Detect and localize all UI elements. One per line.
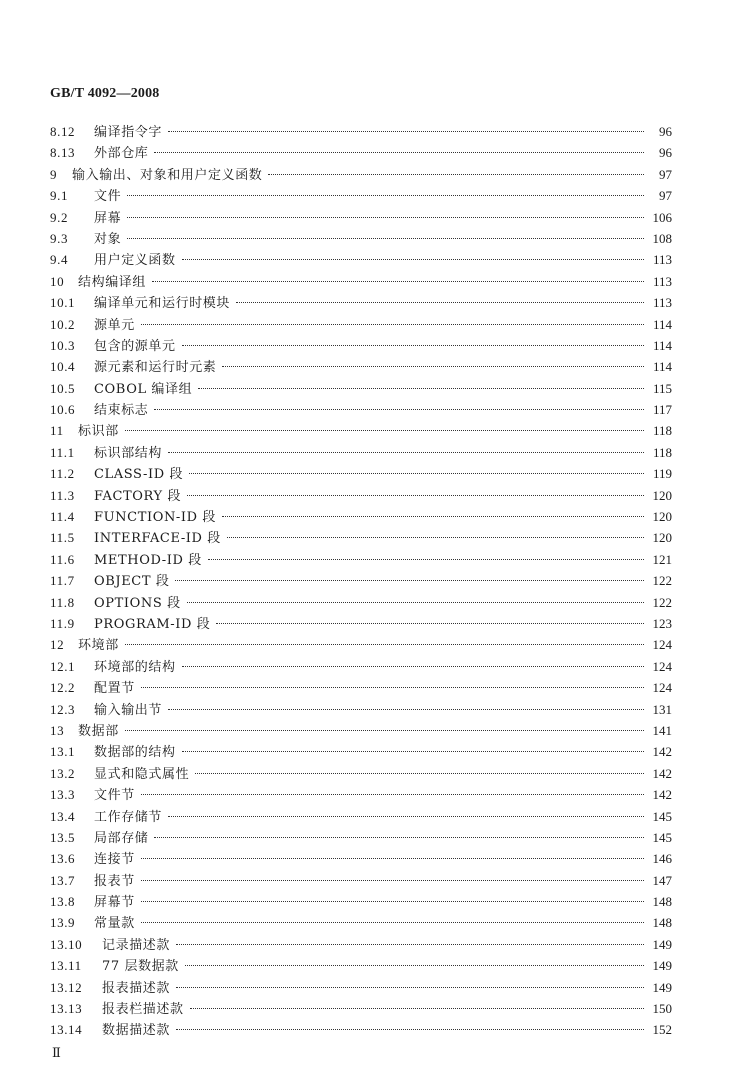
- toc-entry[interactable]: [50, 656, 672, 677]
- toc-entry-number: 12: [50, 637, 65, 653]
- toc-dot-leader: [141, 856, 644, 859]
- toc-dot-leader: [125, 728, 644, 731]
- toc-entry-page: 148: [652, 915, 672, 931]
- page-number-footer: Ⅱ: [52, 1045, 61, 1060]
- toc-entry[interactable]: [50, 485, 672, 506]
- toc-entry[interactable]: [50, 720, 672, 741]
- toc-entry[interactable]: [50, 249, 672, 270]
- toc-entry-page: 131: [652, 701, 672, 717]
- toc-entry-number: 11: [50, 423, 64, 439]
- toc-entry-title: 用户定义函数: [94, 253, 176, 269]
- toc-entry-number: 13: [50, 722, 65, 738]
- toc-entry[interactable]: [50, 335, 672, 356]
- toc-dot-leader: [168, 450, 644, 453]
- toc-entry-page: 149: [652, 958, 672, 974]
- toc-entry[interactable]: [50, 442, 672, 463]
- toc-entry-title: METHOD-ID 段: [94, 552, 202, 568]
- toc-dot-leader: [141, 878, 644, 881]
- toc-entry[interactable]: [50, 977, 672, 998]
- toc-dot-leader: [141, 322, 644, 325]
- toc-entry[interactable]: [50, 549, 672, 570]
- toc-entry-page: 120: [652, 509, 672, 525]
- toc-entry-page: 118: [652, 444, 672, 460]
- toc-entry-page: 123: [652, 615, 672, 631]
- toc-entry-title: 源元素和运行时元素: [94, 360, 217, 376]
- toc-entry-title: 对象: [94, 231, 122, 247]
- toc-entry-number: 11.1: [50, 444, 75, 460]
- toc-entry-number: 13.11: [50, 958, 82, 974]
- toc-dot-leader: [141, 920, 644, 923]
- toc-dot-leader: [141, 899, 644, 902]
- toc-entry[interactable]: [50, 870, 672, 891]
- toc-entry-number: 13.9: [50, 915, 76, 931]
- toc-entry-title: 常量款: [94, 916, 135, 932]
- toc-entry[interactable]: [50, 634, 672, 655]
- toc-entry-page: 118: [652, 423, 672, 439]
- toc-entry-page: 114: [652, 359, 672, 375]
- toc-dot-leader: [154, 835, 644, 838]
- toc-entry[interactable]: [50, 784, 672, 805]
- toc-entry-number: 11.5: [50, 530, 75, 546]
- toc-entry-title: FUNCTION-ID 段: [94, 510, 217, 526]
- toc-entry-title: 环境部: [78, 638, 119, 654]
- toc-entry[interactable]: [50, 592, 672, 613]
- toc-entry-page: 149: [652, 936, 672, 952]
- toc-entry-number: 10.2: [50, 316, 76, 332]
- toc-entry-page: 124: [652, 658, 672, 674]
- toc-entry-number: 12.2: [50, 680, 76, 696]
- toc-entry-number: 9.4: [50, 252, 69, 268]
- toc-entry[interactable]: [50, 912, 672, 933]
- toc-entry-page: 141: [652, 722, 672, 738]
- toc-dot-leader: [152, 279, 644, 282]
- toc-entry-number: 10.5: [50, 380, 76, 396]
- toc-entry-number: 11.9: [50, 615, 75, 631]
- toc-dot-leader: [176, 1027, 644, 1030]
- toc-entry-number: 9: [50, 166, 58, 182]
- toc-entry-number: 12.1: [50, 658, 76, 674]
- toc-entry-number: 13.7: [50, 872, 76, 888]
- toc-entry-title: OBJECT 段: [94, 574, 170, 590]
- toc-entry[interactable]: [50, 314, 672, 335]
- toc-entry-page: 120: [652, 487, 672, 503]
- toc-dot-leader: [198, 386, 644, 389]
- toc-entry-number: 10.4: [50, 359, 76, 375]
- toc-entry-title: 数据部: [78, 723, 119, 739]
- toc-entry-page: 142: [652, 787, 672, 803]
- toc-entry[interactable]: [50, 763, 672, 784]
- toc-entry-page: 147: [652, 872, 672, 888]
- toc-entry-number: 10.1: [50, 295, 76, 311]
- toc-entry-page: 114: [652, 316, 672, 332]
- toc-entry-title: 屏幕节: [94, 895, 135, 911]
- toc-dot-leader: [127, 193, 644, 196]
- toc-entry-number: 11.8: [50, 594, 75, 610]
- toc-entry[interactable]: [50, 570, 672, 591]
- toc-entry[interactable]: [50, 741, 672, 762]
- toc-entry[interactable]: [50, 527, 672, 548]
- toc-entry[interactable]: [50, 699, 672, 720]
- toc-entry-page: 115: [652, 380, 672, 396]
- toc-entry-title: 结束标志: [94, 403, 149, 419]
- toc-dot-leader: [125, 642, 644, 645]
- toc-entry-title: 记录描述款: [102, 937, 171, 953]
- toc-entry-title: 源单元: [94, 317, 135, 333]
- toc-entry-title: 环境部的结构: [94, 659, 176, 675]
- toc-entry[interactable]: [50, 420, 672, 441]
- toc-entry-title: 报表栏描述款: [102, 1002, 184, 1018]
- toc-dot-leader: [154, 407, 644, 410]
- toc-entry-number: 13.8: [50, 894, 76, 910]
- toc-dot-leader: [182, 343, 644, 346]
- toc-entry-title: 输入输出、对象和用户定义函数: [72, 167, 263, 183]
- toc-entry-number: 11.4: [50, 509, 75, 525]
- toc-entry-title: 文件节: [94, 788, 135, 804]
- toc-entry[interactable]: [50, 185, 672, 206]
- toc-entry-number: 13.4: [50, 808, 76, 824]
- toc-entry-number: 13.3: [50, 787, 76, 803]
- toc-entry-number: 10: [50, 273, 65, 289]
- toc-entry-title: 标识部结构: [94, 445, 163, 461]
- toc-entry[interactable]: [50, 378, 672, 399]
- toc-entry-title: 配置节: [94, 681, 135, 697]
- toc-entry-number: 9.1: [50, 188, 69, 204]
- toc-entry-title: 数据描述款: [102, 1023, 171, 1039]
- toc-dot-leader: [141, 792, 644, 795]
- toc-dot-leader: [268, 172, 644, 175]
- toc-entry[interactable]: [50, 207, 672, 228]
- toc-entry[interactable]: [50, 463, 672, 484]
- toc-entry-number: 13.13: [50, 1001, 83, 1017]
- toc-entry-title: 数据部的结构: [94, 745, 176, 761]
- toc-entry[interactable]: [50, 292, 672, 313]
- toc-dot-leader: [190, 1006, 644, 1009]
- toc-entry-title: 外部仓库: [94, 146, 149, 162]
- toc-entry[interactable]: [50, 506, 672, 527]
- toc-entry-number: 11.7: [50, 573, 75, 589]
- toc-dot-leader: [189, 471, 644, 474]
- toc-entry-title: 文件: [94, 189, 122, 205]
- toc-dot-leader: [154, 150, 644, 153]
- toc-dot-leader: [195, 771, 644, 774]
- toc-dot-leader: [125, 428, 644, 431]
- toc-entry-number: 8.12: [50, 124, 76, 139]
- toc-entry-title: 结构编译组: [78, 274, 147, 290]
- toc-entry-title: FACTORY 段: [94, 488, 182, 504]
- toc-dot-leader: [127, 236, 644, 239]
- toc-entry-page: 117: [652, 402, 672, 418]
- toc-entry-number: 11.3: [50, 487, 75, 503]
- toc-entry-number: 13.12: [50, 979, 83, 995]
- toc-entry-number: 11.2: [50, 466, 75, 482]
- table-of-contents: [50, 121, 672, 1041]
- toc-entry-title: 77 层数据款: [102, 959, 179, 975]
- toc-entry[interactable]: [50, 399, 672, 420]
- toc-entry-page: 119: [652, 466, 672, 482]
- toc-entry-page: 96: [659, 145, 672, 161]
- toc-entry-title: 报表描述款: [102, 980, 171, 996]
- toc-dot-leader: [222, 514, 644, 517]
- toc-entry-page: 145: [652, 829, 672, 845]
- toc-entry[interactable]: [50, 1019, 672, 1040]
- toc-entry[interactable]: [50, 228, 672, 249]
- toc-entry-page: 146: [652, 851, 672, 867]
- toc-entry-page: 122: [652, 573, 672, 589]
- toc-dot-leader: [127, 215, 644, 218]
- toc-entry[interactable]: [50, 356, 672, 377]
- toc-entry-page: 124: [652, 680, 672, 696]
- toc-dot-leader: [216, 621, 644, 624]
- toc-entry-number: 13.2: [50, 765, 76, 781]
- toc-dot-leader: [182, 257, 644, 260]
- toc-dot-leader: [176, 985, 644, 988]
- toc-entry-title: 报表节: [94, 873, 135, 889]
- toc-entry[interactable]: [50, 142, 672, 163]
- toc-entry[interactable]: [50, 271, 672, 292]
- toc-dot-leader: [176, 942, 644, 945]
- toc-entry-page: 114: [652, 337, 672, 353]
- toc-entry-page: 97: [659, 166, 672, 182]
- toc-entry-title: COBOL 编译组: [94, 381, 193, 397]
- toc-entry-title: 连接节: [94, 852, 135, 868]
- toc-entry[interactable]: [50, 806, 672, 827]
- toc-entry[interactable]: [50, 613, 672, 634]
- toc-entry-number: 13.10: [50, 936, 83, 952]
- toc-entry-page: 120: [652, 530, 672, 546]
- toc-entry-number: 10.6: [50, 402, 76, 418]
- toc-entry-page: 142: [652, 765, 672, 781]
- toc-entry[interactable]: [50, 955, 672, 976]
- toc-entry[interactable]: [50, 848, 672, 869]
- toc-entry-page: 148: [652, 894, 672, 910]
- toc-dot-leader: [222, 364, 644, 367]
- toc-entry[interactable]: [50, 677, 672, 698]
- toc-entry-page: 150: [652, 1001, 672, 1017]
- toc-entry[interactable]: [50, 998, 672, 1019]
- toc-entry[interactable]: [50, 827, 672, 848]
- toc-dot-leader: [141, 685, 644, 688]
- toc-entry-title: INTERFACE-ID 段: [94, 531, 221, 547]
- toc-dot-leader: [208, 557, 644, 560]
- toc-entry-number: 9.2: [50, 209, 69, 225]
- toc-dot-leader: [227, 535, 644, 538]
- toc-entry-title: 编译单元和运行时模块: [94, 296, 231, 312]
- toc-dot-leader: [187, 493, 644, 496]
- toc-entry-number: 10.3: [50, 337, 76, 353]
- toc-entry-title: 包含的源单元: [94, 338, 176, 354]
- toc-entry-page: 121: [652, 551, 672, 567]
- toc-entry-number: 8.13: [50, 145, 76, 161]
- toc-entry-page: 113: [652, 273, 672, 289]
- toc-entry-page: 113: [652, 295, 672, 311]
- toc-entry-page: 124: [652, 637, 672, 653]
- toc-dot-leader: [168, 814, 644, 817]
- toc-entry-number: 9.3: [50, 230, 69, 246]
- toc-entry-title: 工作存储节: [94, 809, 163, 825]
- toc-dot-leader: [182, 664, 644, 667]
- toc-entry-number: 11.6: [50, 551, 75, 567]
- toc-entry-number: 12.3: [50, 701, 76, 717]
- toc-entry[interactable]: [50, 121, 672, 142]
- toc-dot-leader: [175, 578, 644, 581]
- toc-entry-number: 13.1: [50, 744, 76, 760]
- toc-entry[interactable]: [50, 934, 672, 955]
- toc-entry[interactable]: [50, 164, 672, 185]
- toc-entry-page: 106: [652, 209, 672, 225]
- toc-entry-title: PROGRAM-ID 段: [94, 616, 211, 632]
- toc-dot-leader: [168, 707, 644, 710]
- toc-entry[interactable]: [50, 891, 672, 912]
- toc-entry-title: 显式和隐式属性: [94, 766, 190, 782]
- toc-entry-page: 108: [652, 230, 672, 246]
- toc-entry-page: 142: [652, 744, 672, 760]
- toc-entry-title: 编译指令字: [94, 125, 163, 140]
- toc-entry-title: 局部存储: [94, 830, 149, 846]
- toc-entry-page: 122: [652, 594, 672, 610]
- toc-entry-page: 149: [652, 979, 672, 995]
- standard-code-header: GB/T 4092—2008: [50, 86, 160, 101]
- toc-dot-leader: [236, 300, 644, 303]
- toc-entry-number: 13.14: [50, 1022, 83, 1038]
- toc-entry-title: 屏幕: [94, 210, 122, 226]
- toc-entry-page: 145: [652, 808, 672, 824]
- toc-dot-leader: [185, 963, 644, 966]
- toc-entry-title: CLASS-ID 段: [94, 467, 184, 483]
- toc-entry-title: 输入输出节: [94, 702, 163, 718]
- toc-entry-title: OPTIONS 段: [94, 595, 181, 611]
- toc-dot-leader: [187, 600, 644, 603]
- toc-dot-leader: [182, 749, 644, 752]
- toc-entry-page: 96: [659, 124, 672, 139]
- toc-entry-page: 152: [652, 1022, 672, 1038]
- toc-dot-leader: [168, 129, 644, 132]
- toc-entry-title: 标识部: [78, 424, 119, 440]
- toc-entry-page: 113: [652, 252, 672, 268]
- toc-entry-page: 97: [659, 188, 672, 204]
- toc-entry-number: 13.6: [50, 851, 76, 867]
- toc-entry-number: 13.5: [50, 829, 76, 845]
